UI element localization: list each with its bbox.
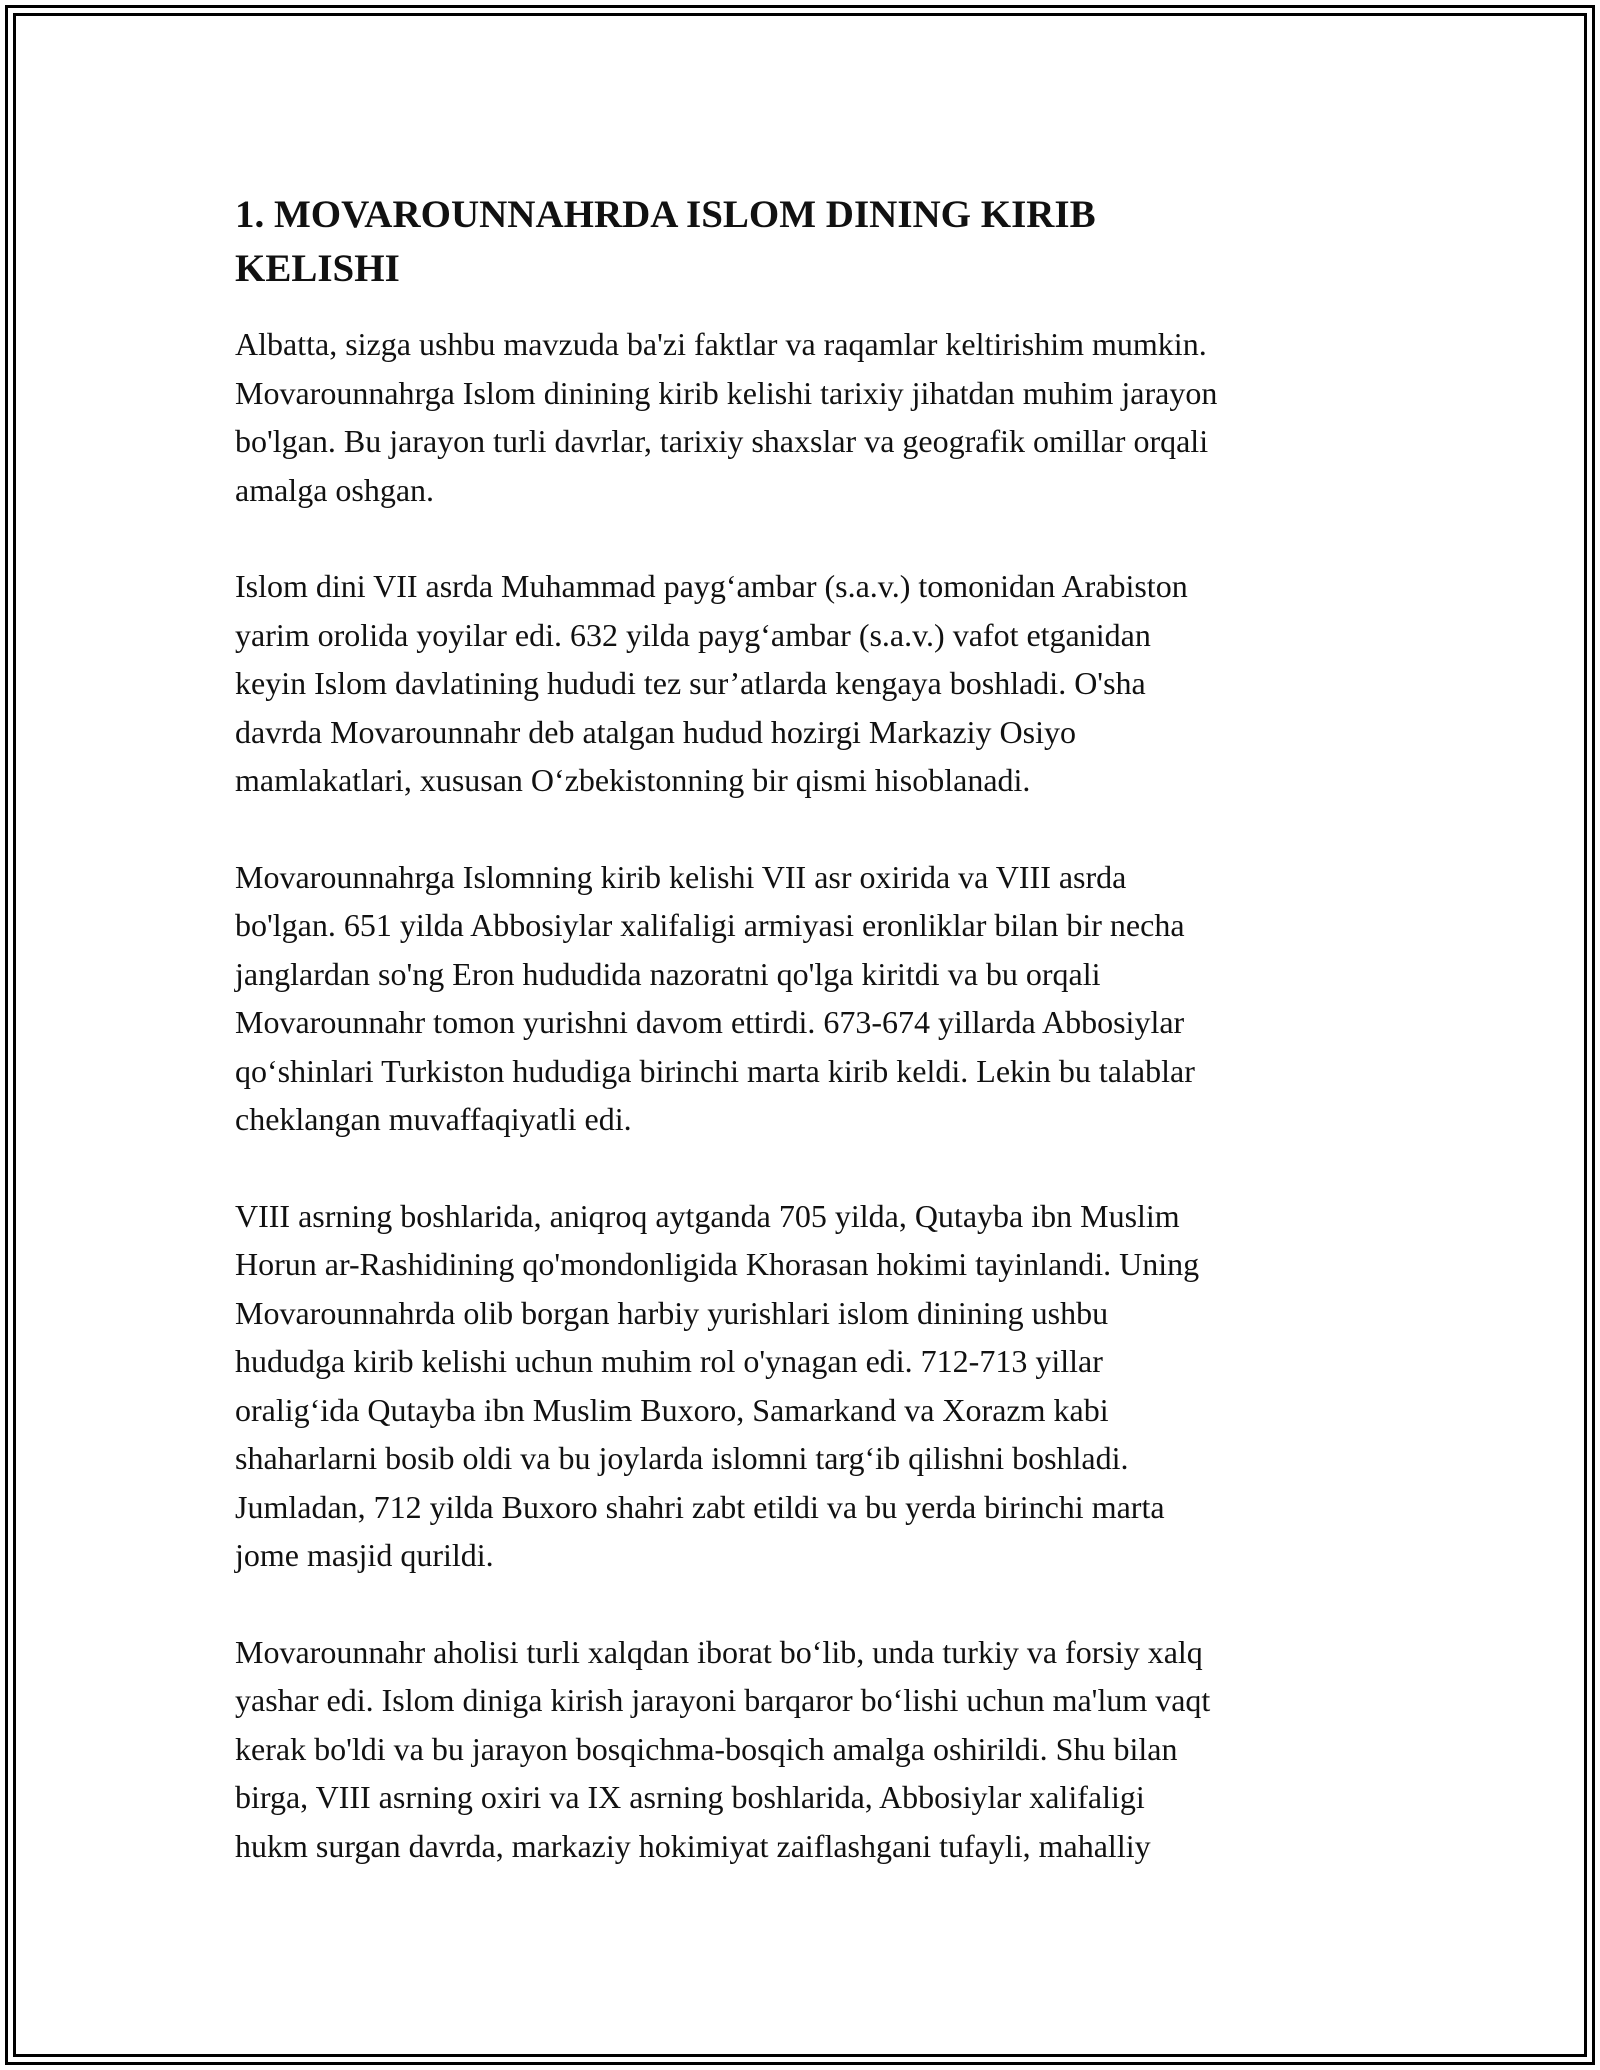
text-line: Movarounnahrga Islomning kirib kelishi VII asr oxirida va VIII asrda bbox=[235, 858, 1127, 895]
text-line: hukm surgan davrda, markaziy hokimiyat zaiflashgani tufayli, mahalliy bbox=[235, 1827, 1151, 1864]
text-line: cheklangan muvaffaqiyatli edi. bbox=[235, 1101, 632, 1137]
text-line: Movarounnahr tomon yurishni davom ettirdi. 673-674 yillarda Abbosiylar bbox=[235, 1004, 1185, 1040]
text-line: keyin Islom davlatining hududi tez sur’atlarda kengaya boshladi. O'sha bbox=[235, 665, 1146, 701]
text-line: janglardan so'ng Eron hududida nazoratni qo'lga kiritdi va bu orqali bbox=[235, 955, 1101, 992]
text-line: VIII asrning boshlarida, aniqroq aytganda 705 yilda, Qutayba ibn Muslim bbox=[235, 1197, 1180, 1234]
paragraph bbox=[235, 562, 1385, 805]
text-line: qo‘shinlari Turkiston hududiga birinchi marta kirib keldi. Lekin bu talablar bbox=[235, 1052, 1195, 1089]
text-line: hududga kirib kelishi uchun muhim rol o'ynagan edi. 712-713 yillar bbox=[235, 1343, 1103, 1379]
text-line: jome masjid qurildi. bbox=[235, 1537, 494, 1573]
text-line: yarim orolida yoyilar edi. 632 yilda payg‘ambar (s.a.v.) vafot etganidan bbox=[235, 616, 1151, 653]
paragraph bbox=[235, 320, 1385, 514]
text-line: mamlakatlari, xususan O‘zbekistonning bir qismi hisoblanadi. bbox=[235, 762, 1031, 798]
text-line: shaharlarni bosib oldi va bu joylarda islomni targ‘ib qilishni boshladi. bbox=[235, 1440, 1129, 1476]
text-line: Albatta, sizga ushbu mavzuda ba'zi faktlar va raqamlar keltirishim mumkin. bbox=[235, 326, 1207, 362]
text-line: kerak bo'ldi va bu jarayon bosqichma-bosqich amalga oshirildi. Shu bilan bbox=[235, 1730, 1178, 1767]
text-line: Movarounnahrda olib borgan harbiy yurishlari islom dinining ushbu bbox=[235, 1294, 1109, 1331]
text-line: davrda Movarounnahr deb atalgan hudud hozirgi Markaziy Osiyo bbox=[235, 713, 1076, 750]
document-body bbox=[235, 188, 1385, 1918]
heading-line: 1. MOVAROUNNAHRDA ISLOM DINING KIRIB bbox=[235, 193, 1096, 236]
text-line: Islom dini VII asrda Muhammad payg‘ambar (s.a.v.) tomonidan Arabiston bbox=[235, 568, 1188, 604]
section-heading bbox=[235, 188, 1385, 296]
text-line: Movarounnahr aholisi turli xalqdan iborat bo‘lib, unda turkiy va forsiy xalq bbox=[235, 1633, 1203, 1670]
text-line: bo'lgan. 651 yilda Abbosiylar xalifaligi armiyasi eronliklar bilan bir necha bbox=[235, 907, 1185, 943]
paragraph bbox=[235, 853, 1385, 1144]
text-line: Horun ar-Rashidining qo'mondonligida Khorasan hokimi tayinlandi. Uning bbox=[235, 1246, 1200, 1282]
text-line: Movarounnahrga Islom dinining kirib kelishi tarixiy jihatdan muhim jarayon bbox=[235, 374, 1218, 411]
text-line: Jumladan, 712 yilda Buxoro shahri zabt etildi va bu yerda birinchi marta bbox=[235, 1488, 1165, 1525]
paragraph bbox=[235, 1192, 1385, 1580]
heading-line: KELISHI bbox=[235, 247, 400, 290]
paragraph bbox=[235, 1628, 1385, 1871]
text-line: bo'lgan. Bu jarayon turli davrlar, tarixiy shaxslar va geografik omillar orqali bbox=[235, 423, 1209, 459]
text-line: birga, VIII asrning oxiri va IX asrning boshlarida, Abbosiylar xalifaligi bbox=[235, 1779, 1145, 1815]
text-line: yashar edi. Islom diniga kirish jarayoni barqaror bo‘lishi uchun ma'lum vaqt bbox=[235, 1682, 1211, 1718]
text-line: amalga oshgan. bbox=[235, 471, 435, 508]
text-line: oralig‘ida Qutayba ibn Muslim Buxoro, Samarkand va Xorazm kabi bbox=[235, 1391, 1109, 1428]
